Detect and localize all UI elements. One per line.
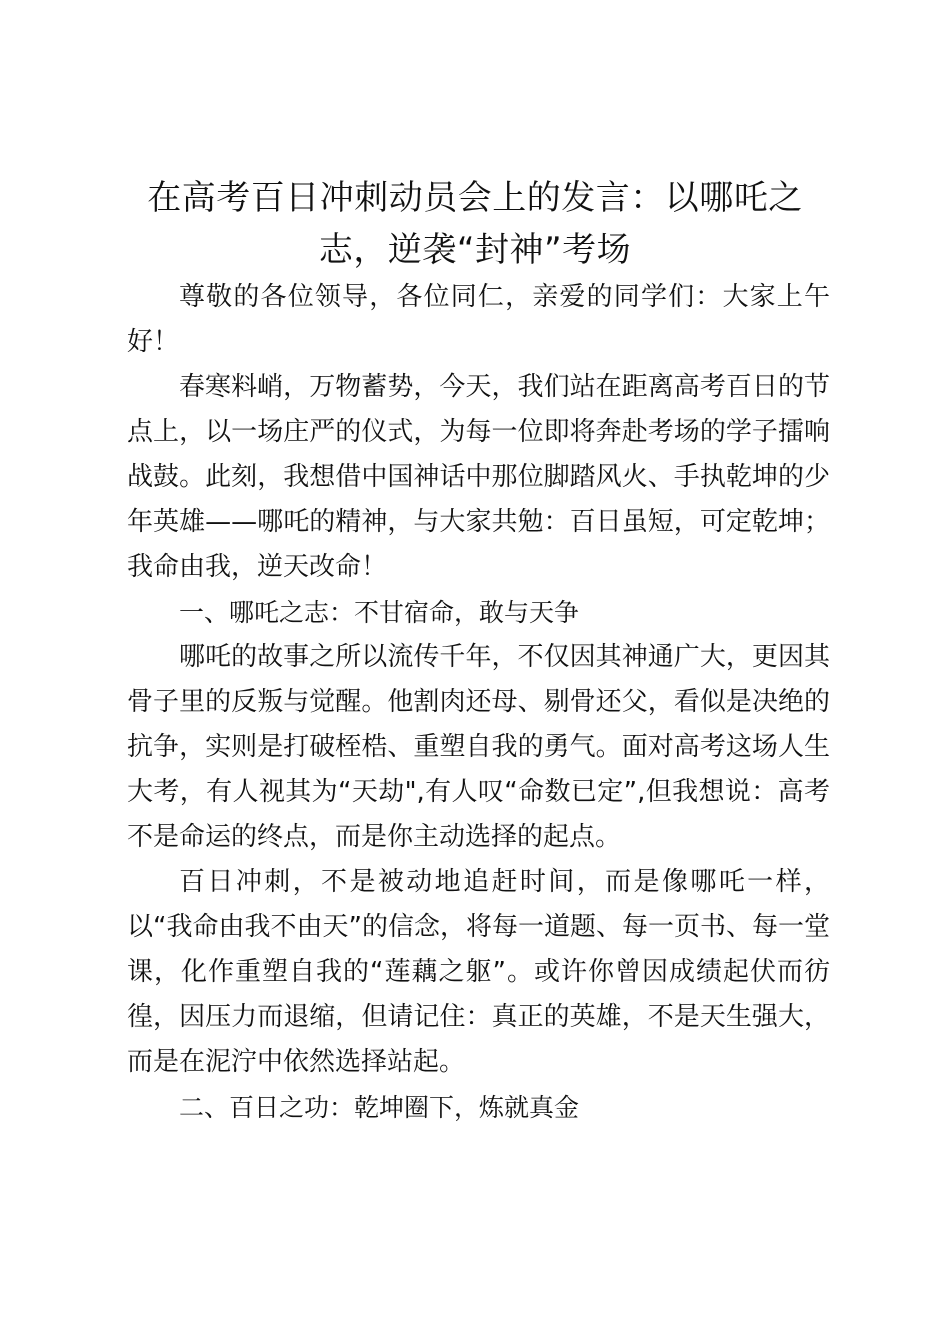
section-heading-1: 一、哪吒之志：不甘宿命，敢与天争 bbox=[179, 598, 580, 627]
body-paragraph: 哪吒的故事之所以流传千年，不仅因其神通广大，更因其骨子里的反叛与觉醒。他割肉还母、剔骨还父，看似是决绝的抗争，实则是打破桎梏、重塑自我的勇气。面对高考这场人生大考，有人视其为“天劫",有人叹“命数已定”,但我想说：高考不是命运的终点，而是你主动选择的起点。 bbox=[127, 642, 830, 852]
body-paragraph: 百日冲刺，不是被动地追赶时间，而是像哪吒一样，以“我命由我不由天”的信念，将每一道题、每一页书、每一堂课，化作重塑自我的“莲藕之躯”。或许你曾因成绩起伏而彷徨，因压力而退缩，但请记住：真正的英雄，不是天生强大，而是在泥泞中依然选择站起。 bbox=[127, 867, 830, 1077]
greeting-paragraph: 尊敬的各位领导，各位同仁，亲爱的同学们：大家上午好！ bbox=[127, 282, 830, 357]
opening-paragraph: 春寒料峭，万物蓄势，今天，我们站在距离高考百日的节点上，以一场庄严的仪式，为每一位即将奔赴考场的学子擂响战鼓。此刻，我想借中国神话中那位脚踏风火、手执乾坤的少年英雄——哪吒的精神，与大家共勉：百日虽短，可定乾坤；我命由我，逆天改命！ bbox=[127, 372, 830, 582]
document-body bbox=[127, 275, 830, 1130]
section-heading-2: 二、百日之功：乾坤圈下，炼就真金 bbox=[179, 1093, 580, 1122]
document-title: 在高考百日冲刺动员会上的发言：以哪吒之志，逆袭“封神”考场 bbox=[147, 178, 803, 270]
